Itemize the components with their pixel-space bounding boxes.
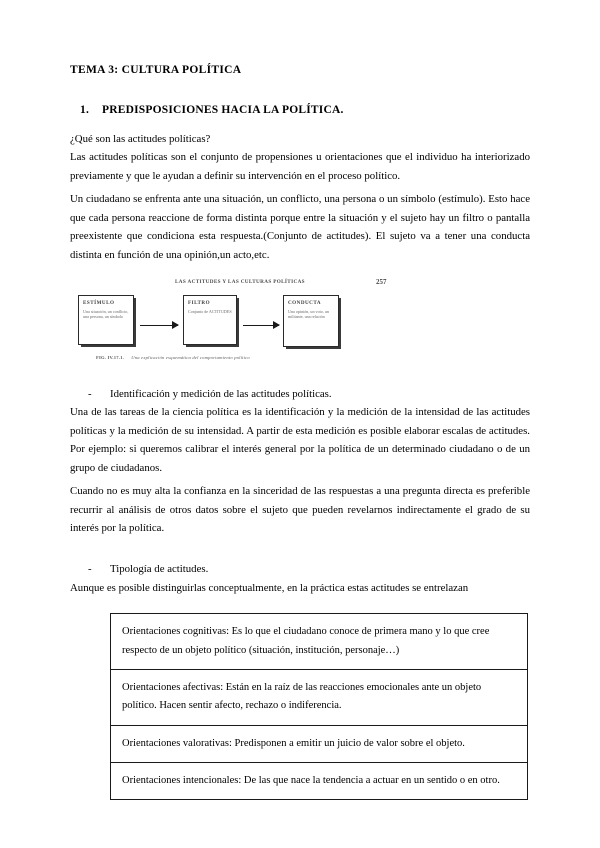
bullet-dash-typology: -	[88, 563, 92, 576]
bullet-identification	[70, 385, 530, 404]
section-numeral: 1.	[80, 103, 90, 116]
figure-box-stimulus-title: ESTÍMULO	[83, 299, 115, 306]
paragraph-typology-intro: Aunque es posible distinguirlas conceptualmente, en la práctica estas actitudes se entrelazan	[70, 581, 469, 594]
bullet-dash-identification: -	[88, 387, 92, 400]
figure-caption-label: FIG. IV.17.1.	[96, 354, 124, 360]
table-row: Orientaciones afectivas: Están en la raíz de las reacciones emocionales ante un objeto político. Hacen sentir afecto, rechazo o indiferencia.	[111, 670, 527, 726]
section-heading-label: PREDISPOSICIONES HACIA LA POLÍTICA.	[102, 103, 344, 116]
page-title: TEMA 3: CULTURA POLÍTICA	[70, 64, 242, 76]
figure-arrow-stimulus-to-filter	[140, 325, 178, 326]
orientations-table	[110, 613, 528, 800]
figure-box-stimulus	[78, 295, 134, 345]
paragraph-measurement: Una de las tareas de la ciencia política es la identificación y la medición de la intensidad de las actitudes políticas y la medición de su intensidad. A partir de esta medición es posible elaborar escalas de actitudes. Por ejemplo: si queremos calibrar el interés general por la política de un determinado ciudadano o de un grupo de ciudadanos.	[70, 406, 530, 474]
figure-caption	[96, 355, 250, 360]
figure-box-conduct	[283, 295, 339, 347]
figure-header: LAS ACTITUDES Y LAS CULTURAS POLÍTICAS	[175, 278, 305, 285]
figure-box-filter-title: FILTRO	[188, 299, 211, 306]
figure-box-conduct-subtitle: Una opinión, un voto, un militante, una relación	[288, 308, 329, 320]
paragraph-question: ¿Qué son las actitudes políticas?	[70, 132, 211, 145]
figure-caption-text: Una explicación esquemática del comportamiento político	[131, 354, 250, 360]
table-row: Orientaciones valorativas: Predisponen a emitir un juicio de valor sobre el objeto.	[111, 726, 527, 763]
figure-box-conduct-title: CONDUCTA	[288, 299, 322, 306]
bullet-typology	[70, 560, 530, 579]
bullet-typology-label: Tipología de actitudes.	[110, 563, 209, 576]
figure-box-stimulus-subtitle: Una situación, un conflicto, una persona, un símbolo	[83, 308, 129, 320]
figure-arrow-filter-to-conduct	[243, 325, 279, 326]
figure-page-number: 257	[376, 277, 387, 286]
document-body	[70, 64, 530, 800]
section-heading	[70, 104, 530, 118]
table-row: Orientaciones intencionales: De las que nace la tendencia a actuar en un sentido o en otro.	[122, 775, 500, 787]
figure-political-behaviour	[70, 279, 530, 375]
table-row: Orientaciones cognitivas: Es lo que el ciudadano conoce de primera mano y lo que cree respecto de un objeto político (situación, institución, personaje…)	[111, 614, 527, 670]
figure-box-filter-subtitle: Conjunto de ACTITUDES	[188, 308, 232, 314]
paragraph-indirect: Cuando no es muy alta la confianza en la sinceridad de las respuestas a una pregunta directa es preferible recurrir al análisis de otros datos sobre el sujeto que pueden revelarnos indirectamente el grado de su interés por la política.	[70, 485, 530, 535]
paragraph-definition: Las actitudes políticas son el conjunto de propensiones u orientaciones que el individuo ha interiorizado previamente y que le ayudan a definir su intervención en el proceso político.	[70, 151, 530, 182]
bullet-identification-label: Identificación y medición de las actitudes políticas.	[110, 387, 332, 400]
figure-box-filter	[183, 295, 237, 345]
paragraph-stimulus: Un ciudadano se enfrenta ante una situación, un conflicto, una persona o un símbolo (estímulo). Esto hace que cada persona reaccione de forma distinta porque entre la situación y el sujeto hay un filtro o pantalla preexistente que condiciona esta respuesta.(Conjunto de actitudes). El sujeto va a tener una conducta distinta en función de una opinión,un acto,etc.	[70, 193, 530, 261]
